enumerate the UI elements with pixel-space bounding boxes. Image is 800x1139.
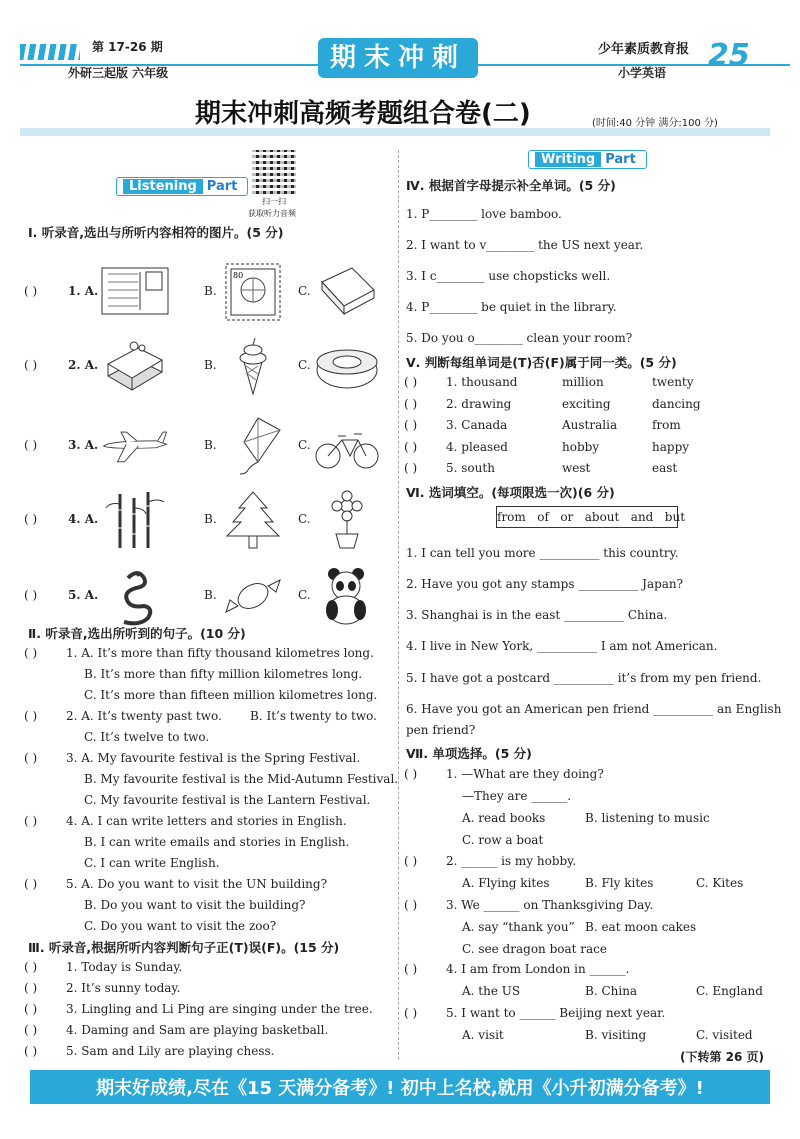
word-item: west	[562, 461, 591, 475]
answer-bracket: ( )	[404, 418, 418, 432]
statement-item: 1. Today is Sunday.	[66, 960, 183, 974]
sentence-option: C. It’s twelve to two.	[84, 730, 210, 744]
word-item: hobby	[562, 439, 600, 454]
bicycle-icon	[312, 416, 382, 476]
choice-a: A. say “thank you”	[462, 920, 575, 934]
page-title: 期末冲刺高频考题组合卷(二)	[195, 99, 531, 129]
cake-icon	[100, 336, 170, 396]
section4-heading: Ⅳ. 根据首字母提示补全单词。(5 分)	[406, 178, 616, 193]
answer-bracket: ( )	[24, 1044, 38, 1058]
fill-word-item: 5. Do you o________ clean your room?	[406, 331, 633, 345]
sentence-option: 5. A. Do you want to visit the UN building?	[66, 877, 328, 891]
sentence-option: B. I can write emails and stories in English.	[84, 835, 350, 849]
answer-bracket: ( )	[404, 375, 418, 389]
tree-icon	[218, 490, 288, 550]
answer-bracket: ( )	[24, 709, 38, 723]
option-c-label: C.	[298, 588, 311, 602]
writing-label: Writing Part	[528, 150, 647, 169]
title-note: (时间:40 分钟 满分:100 分)	[592, 118, 718, 129]
kite-icon	[218, 416, 288, 476]
option-a-label: 5. A.	[68, 588, 99, 602]
choice-a: A. the US	[462, 984, 521, 998]
qr-caption-2: 获取听力音频	[248, 209, 296, 218]
postcard-icon-svg	[100, 262, 170, 322]
question-stem: 4. I am from London in ______.	[446, 962, 630, 976]
option-c-label: C.	[298, 438, 311, 452]
ice-cream-icon	[218, 336, 288, 396]
fill-word-item: 4. P________ be quiet in the library.	[406, 300, 617, 314]
question-stem: 1. —What are they doing?	[446, 767, 604, 781]
qr-caption-1: 扫一扫	[262, 197, 286, 206]
stamp-icon-svg	[218, 262, 288, 322]
question-stem: —They are ______.	[462, 789, 572, 803]
answer-bracket: ( )	[404, 439, 418, 454]
panda-icon-svg	[312, 566, 382, 626]
option-b-label: B.	[204, 284, 217, 298]
answer-bracket: ( )	[24, 284, 38, 298]
answer-bracket: ( )	[24, 981, 38, 995]
fill-blank-item: 6. Have you got an American pen friend __________ an English	[406, 702, 782, 716]
sentence-option: B. It’s more than fifty million kilometres long.	[84, 667, 363, 681]
choice-b: B. visiting	[585, 1028, 647, 1042]
word-item: million	[562, 375, 604, 389]
sentence-option: C. It’s more than fifteen million kilometres long.	[84, 688, 378, 702]
option-c-label: C.	[298, 512, 311, 526]
fill-word-item: 2. I want to v________ the US next year.	[406, 238, 644, 252]
option-b-label: B.	[204, 438, 217, 452]
sentence-option: B. My favourite festival is the Mid-Autumn Festival.	[84, 772, 399, 786]
statement-item: 4. Daming and Sam are playing basketball.	[66, 1023, 329, 1037]
choice-c: C. England	[696, 984, 763, 998]
fill-blank-item: 2. Have you got any stamps __________ Japan?	[406, 577, 684, 591]
sentence-option: B. It’s twenty to two.	[250, 709, 377, 723]
candy-icon	[218, 566, 288, 626]
panda-icon	[312, 566, 382, 626]
snake-icon-svg	[100, 566, 170, 626]
answer-bracket: ( )	[404, 962, 418, 976]
fill-blank-item: 4. I live in New York, __________ I am not American.	[406, 639, 718, 653]
answer-bracket: ( )	[24, 1023, 38, 1037]
book-icon	[312, 262, 382, 322]
option-a-label: 4. A.	[68, 512, 99, 526]
header-stripes	[20, 44, 80, 60]
footer-banner: 期末好成绩,尽在《15 天满分备考》! 初中上名校,就用《小升初满分备考》!	[30, 1070, 770, 1104]
choice-a: A. visit	[462, 1028, 504, 1042]
mooncake-icon-svg	[312, 336, 382, 396]
section7-heading: Ⅶ. 单项选择。(5 分)	[406, 746, 532, 761]
answer-bracket: ( )	[404, 461, 418, 475]
banner-title: 期末冲刺	[318, 38, 478, 78]
sentence-option: 2. A. It’s twenty past two.	[66, 709, 222, 723]
qr-code-icon	[252, 150, 296, 194]
choice-b: B. China	[585, 984, 638, 998]
option-b-label: B.	[204, 512, 217, 526]
continue-note: (下转第 26 页)	[680, 1050, 765, 1064]
word-item: from	[652, 418, 681, 432]
kite-icon-svg	[218, 416, 288, 476]
answer-bracket: ( )	[24, 358, 38, 372]
fill-word-item: 1. P________ love bamboo.	[406, 207, 562, 221]
statement-item: 3. Lingling and Li Ping are singing under the tree.	[66, 1002, 373, 1016]
choice-b: B. Fly kites	[585, 876, 654, 890]
bicycle-icon-svg	[312, 416, 382, 476]
fill-word-item: 3. I c________ use chopsticks well.	[406, 269, 611, 283]
answer-bracket: ( )	[24, 960, 38, 974]
option-b-label: B.	[204, 358, 217, 372]
subject-label: 小学英语	[618, 66, 667, 80]
option-b-label: B.	[204, 588, 217, 602]
candy-icon-svg	[218, 566, 288, 626]
option-c-label: C.	[298, 358, 311, 372]
word-item: exciting	[562, 396, 611, 411]
word-item: 3. Canada	[446, 418, 508, 432]
sentence-option: C. Do you want to visit the zoo?	[84, 919, 277, 933]
bamboo-icon-svg	[100, 490, 170, 550]
answer-bracket: ( )	[404, 396, 418, 411]
choice-c: C. Kites	[696, 876, 744, 890]
section3-heading: Ⅲ. 听录音,根据所听内容判断句子正(T)误(F)。(15 分)	[28, 940, 340, 955]
mooncake-icon	[312, 336, 382, 396]
answer-bracket: ( )	[404, 854, 418, 868]
postcard-icon	[100, 262, 170, 322]
choice-b: B. listening to music	[585, 811, 710, 825]
column-divider	[398, 150, 399, 1060]
choice-a: A. Flying kites	[462, 876, 550, 890]
answer-bracket: ( )	[24, 877, 38, 891]
book-icon-svg	[312, 262, 382, 322]
section5-heading: Ⅴ. 判断每组单词是(T)否(F)属于同一类。(5 分)	[406, 355, 677, 370]
edition-label: 外研三起版 六年级	[68, 66, 169, 80]
sentence-option: 3. A. My favourite festival is the Spring Festival.	[66, 751, 361, 765]
plane-icon	[100, 416, 170, 476]
answer-bracket: ( )	[24, 588, 38, 602]
word-item: 5. south	[446, 461, 495, 475]
word-box: from of or about and but	[496, 506, 678, 528]
section2-heading: Ⅱ. 听录音,选出所听到的句子。(10 分)	[28, 626, 246, 641]
tree-icon-svg	[218, 490, 288, 550]
word-item: Australia	[562, 418, 618, 432]
ice-cream-icon-svg	[218, 336, 288, 396]
plane-icon-svg	[100, 416, 170, 476]
word-item: 2. drawing	[446, 396, 512, 411]
question-stem: 5. I want to ______ Beijing next year.	[446, 1006, 666, 1020]
listening-label: Listening Part	[116, 177, 248, 196]
newspaper-name: 少年素质教育报	[598, 42, 690, 57]
section6-heading: Ⅵ. 选词填空。(每项限选一次)(6 分)	[406, 485, 615, 500]
answer-bracket: ( )	[24, 1002, 38, 1016]
option-a-label: 1. A.	[68, 284, 99, 298]
statement-item: 2. It’s sunny today.	[66, 981, 181, 995]
question-stem: 2. ______ is my hobby.	[446, 854, 577, 868]
word-item: east	[652, 461, 678, 475]
sentence-option: C. I can write English.	[84, 856, 220, 870]
answer-bracket: ( )	[24, 814, 38, 828]
answer-bracket: ( )	[24, 512, 38, 526]
sentence-option: 1. A. It’s more than fifty thousand kilometres long.	[66, 646, 374, 660]
choice-b: B. eat moon cakes	[585, 920, 697, 934]
option-a-label: 3. A.	[68, 438, 99, 452]
word-item: happy	[652, 439, 690, 454]
fill-blank-item: pen friend?	[406, 723, 476, 737]
word-item: 1. thousand	[446, 375, 518, 389]
section1-heading: Ⅰ. 听录音,选出与所听内容相符的图片。(5 分)	[28, 225, 284, 240]
issue-label: 第 17-26 期	[92, 40, 163, 54]
flower-icon	[312, 490, 382, 550]
answer-bracket: ( )	[404, 898, 418, 912]
word-item: dancing	[652, 396, 701, 411]
answer-bracket: ( )	[24, 751, 38, 765]
choice-c: C. see dragon boat race	[462, 942, 607, 956]
option-a-label: 2. A.	[68, 358, 99, 372]
word-item: 4. pleased	[446, 439, 508, 454]
snake-icon	[100, 566, 170, 626]
choice-c: C. visited	[696, 1028, 753, 1042]
answer-bracket: ( )	[404, 767, 418, 781]
sentence-option: C. My favourite festival is the Lantern Festival.	[84, 793, 371, 807]
word-item: twenty	[652, 375, 694, 389]
statement-item: 5. Sam and Lily are playing chess.	[66, 1044, 275, 1058]
bamboo-icon	[100, 490, 170, 550]
cake-icon-svg	[100, 336, 170, 396]
choice-a: A. read books	[462, 811, 546, 825]
sentence-option: 4. A. I can write letters and stories in English.	[66, 814, 347, 828]
svg-text:80: 80	[233, 271, 244, 280]
sentence-option: B. Do you want to visit the building?	[84, 898, 306, 912]
answer-bracket: ( )	[24, 438, 38, 452]
fill-blank-item: 3. Shanghai is in the east __________ China.	[406, 608, 668, 622]
question-stem: 3. We ______ on Thanksgiving Day.	[446, 898, 654, 912]
stamp-icon	[218, 262, 288, 322]
option-c-label: C.	[298, 284, 311, 298]
flower-icon-svg	[312, 490, 382, 550]
answer-bracket: ( )	[404, 1006, 418, 1020]
choice-c: C. row a boat	[462, 833, 544, 847]
fill-blank-item: 5. I have got a postcard __________ it’s from my pen friend.	[406, 671, 762, 685]
fill-blank-item: 1. I can tell you more __________ this country.	[406, 546, 679, 560]
answer-bracket: ( )	[24, 646, 38, 660]
page-number: 25	[708, 38, 750, 73]
